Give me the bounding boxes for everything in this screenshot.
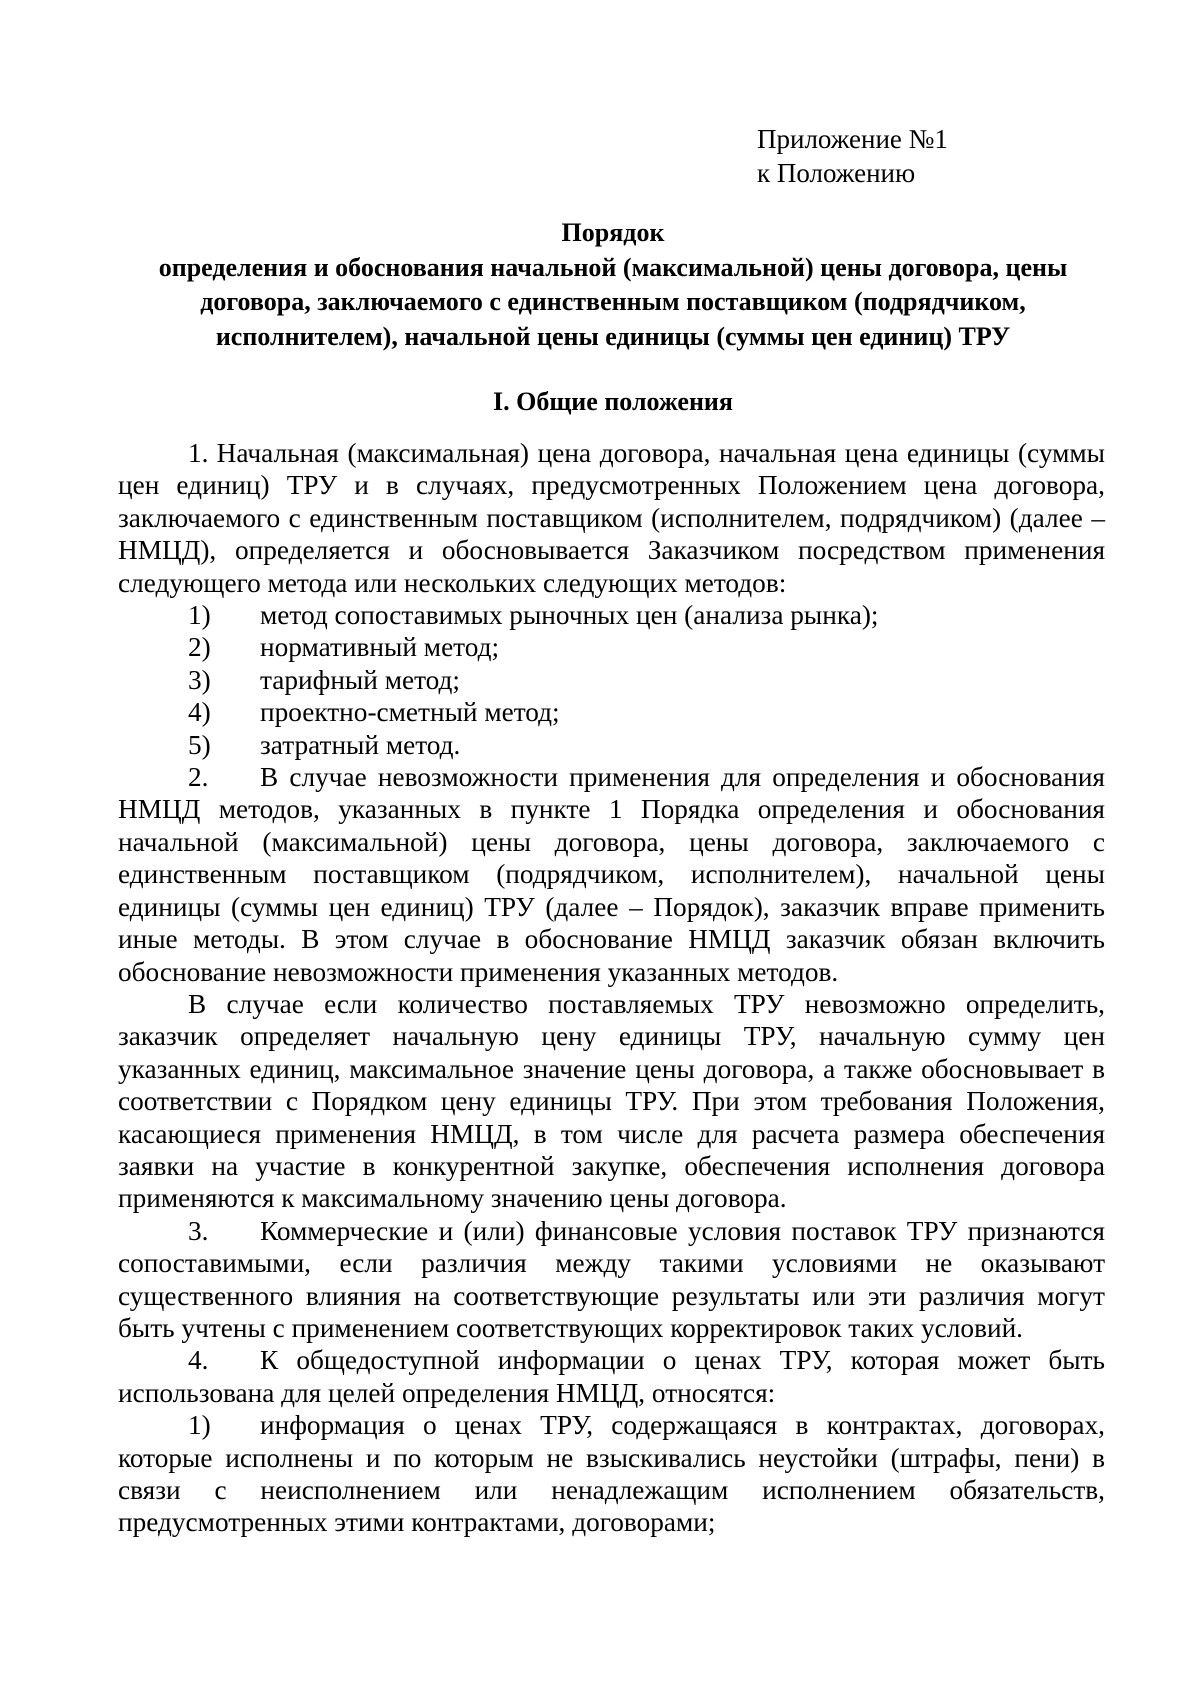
paragraph-number: 2. (188, 762, 209, 793)
paragraph-text: К общедоступной информации о ценах ТРУ, которая может быть использована для целей определения НМЦД, относятся: (118, 1345, 1105, 1408)
paragraph-2-continued (118, 988, 1105, 1215)
paragraph-text: Начальная (максимальная) цена договора, начальная цена единицы (суммы цен единиц) ТРУ и в случаях, предусмотренных Положением цена договора, заключаемого с единственным поставщиком (исполнителем, подрядчиком) (далее – НМЦД), определяется и обосновывается Заказчиком посредством применения следующего метода или нескольких следующих методов: (118, 438, 1105, 598)
paragraph-4-item (118, 1409, 1105, 1539)
section-heading: I. Общие положения (493, 387, 733, 416)
paragraph-text: В случае если количество поставляемых ТРУ невозможно определить, заказчик определяет начальную цену единицы ТРУ, начальную сумму цен указанных единиц, максимальное значение цены договора, а также обосновывает в соответствии с Порядком цену единицы ТРУ. При этом требования Положения, касающиеся применения НМЦД, в том числе для расчета размера обеспечения заявки на участие в конкурентной закупке, обеспечения исполнения договора применяются к максимальному значению цены договора. (118, 988, 1105, 1214)
title-line-3: договора, заключаемого с единственным поставщиком (подрядчиком, (200, 287, 1026, 316)
list-item-number: 2) (188, 632, 211, 663)
list-item (118, 696, 1105, 728)
list-item-number: 4) (188, 697, 211, 728)
paragraph-number: 3. (188, 1215, 209, 1246)
list-item (118, 664, 1105, 696)
list-item (118, 599, 1105, 631)
title-line-4: исполнителем), начальной цены единицы (суммы цен единиц) ТРУ (215, 321, 1011, 351)
annex-line-2: к Положению (757, 158, 916, 188)
list-item (118, 729, 1105, 761)
list-item-text: информация о ценах ТРУ, содержащаяся в контрактах, договорах, которые исполнены и по которым не взыскивались неустойки (штрафы, пени) в связи с неисполнением или ненадлежащим исполнением обязательств, предусмотренных этими контрактами, договорами; (118, 1410, 1105, 1538)
list-item-text: метод сопоставимых рыночных цен (анализа рынка); (260, 600, 879, 631)
paragraph-number: 1. (188, 438, 209, 468)
title-line-2: определения и обоснования начальной (максимальной) цены договора, цены (158, 252, 1068, 282)
paragraph-number: 4. (188, 1345, 209, 1376)
title-line-1: Порядок (561, 218, 665, 247)
list-item-number: 5) (188, 729, 211, 760)
list-item-number: 3) (188, 664, 211, 695)
paragraph-text: В случае невозможности применения для определения и обоснования НМЦД методов, указанных в пункте 1 Порядка определения и обоснования начальной (максимальной) цены договора, цены договора, заключаемого с единственным поставщиком (подрядчиком, исполнителем), начальной цены единицы (суммы цен единиц) ТРУ (далее – Порядок), заказчик вправе применить иные методы. В этом случае в обоснование НМЦД заказчик обязан включить обоснование невозможности применения указанных методов. (118, 762, 1105, 987)
list-item-text: тарифный метод; (260, 664, 460, 695)
paragraph-3 (118, 1215, 1105, 1345)
annex-reference (757, 122, 948, 190)
document-title (118, 216, 1108, 354)
list-item-number: 1) (188, 600, 211, 631)
paragraph-2 (118, 761, 1105, 988)
document-body (118, 437, 1105, 1539)
paragraph-text: Коммерческие и (или) финансовые условия поставок ТРУ признаются сопоставимыми, если различия между такими условиями не оказывают существенного влияния на соответствующие результаты или эти различия могут быть учтены с применением соответствующих корректировок таких условий. (118, 1215, 1105, 1343)
paragraph-4 (118, 1344, 1105, 1409)
list-item-text: проектно-сметный метод; (260, 697, 560, 728)
annex-line-1: Приложение №1 (757, 124, 948, 154)
list-item (118, 631, 1105, 663)
list-item-number: 1) (188, 1410, 211, 1441)
paragraph-1 (118, 437, 1105, 599)
list-item-text: затратный метод. (260, 729, 461, 760)
list-item-text: нормативный метод; (260, 632, 500, 663)
